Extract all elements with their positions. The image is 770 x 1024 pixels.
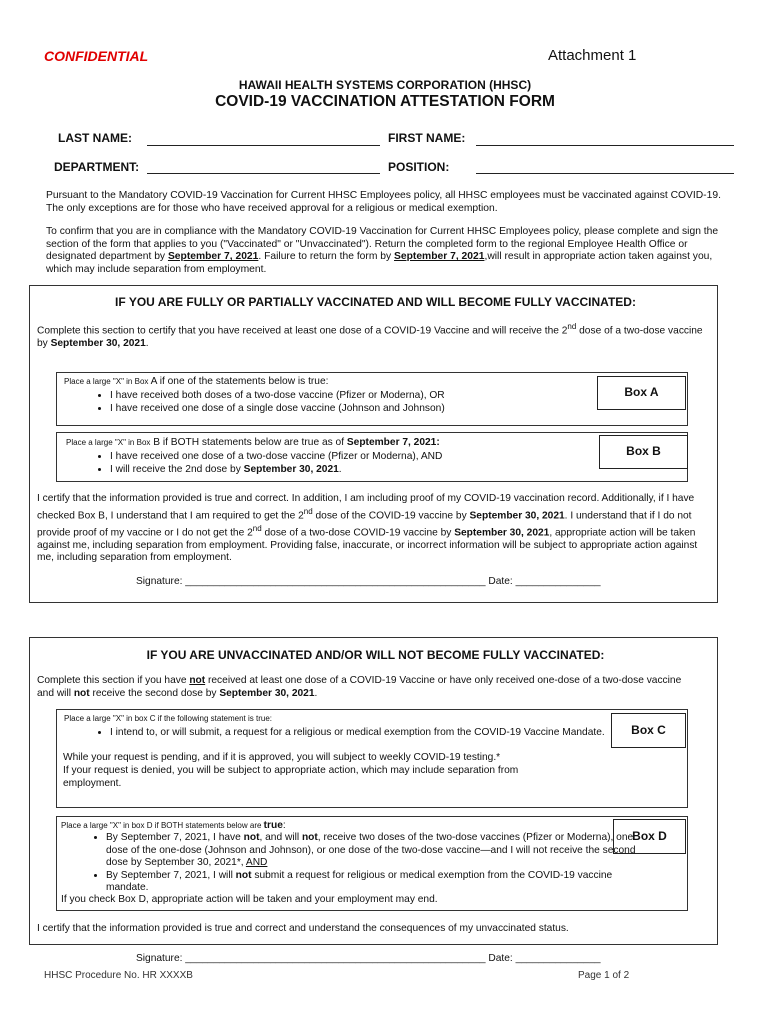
box-c-note-1: While your request is pending, and if it is approved, you will subject to weekly COVID-19 testing.* (63, 752, 501, 763)
position-label: POSITION: (388, 160, 450, 174)
box-c-checkbox[interactable]: Box C (611, 713, 686, 748)
list-text: , receive two doses of the two-dose vaccines (Pfizer or Moderna), one dose of the one-dose (Johnson and Johnson), or one dose of the two-dose vaccine—and I will not receive the second dose by September 30, 2021*, (106, 832, 636, 869)
section-text: Complete this section if you have (37, 675, 190, 686)
box-a-checkbox[interactable]: Box A (597, 376, 686, 410)
emphasis-text: not (243, 832, 260, 843)
box-b-checkbox[interactable]: Box B (599, 435, 688, 469)
unvaccinated-heading: IF YOU ARE UNVACCINATED AND/OR WILL NOT BECOME FULLY VACCINATED: (146, 648, 605, 662)
box-b-instructions (66, 437, 586, 450)
page-title: COVID-19 VACCINATION ATTESTATION FORM (215, 93, 555, 110)
list-text: submit a request for religious or medical exemption from the COVID-19 vaccine mandate. (106, 869, 613, 894)
list-item: • I have received one dose of a single dose vaccine (Johnson and Johnson) (110, 403, 630, 416)
instruction-text: B if BOTH statements below are true as of (150, 437, 347, 448)
deadline-date: September 30, 2021 (469, 509, 565, 521)
instruction-text: A if one of the statements below is true: (148, 376, 329, 387)
position-field[interactable] (476, 173, 734, 174)
deadline-date: September 30, 2021 (454, 526, 550, 538)
list-item: • I intend to, or will submit, a request for a religious or medical exemption from the COVID-19 Vaccine Mandate. (110, 727, 630, 740)
attachment-label: Attachment 1 (548, 47, 637, 64)
box-a-instructions (64, 376, 584, 389)
footer-procedure-number: HHSC Procedure No. HR XXXXB (44, 970, 193, 981)
intro-text: . Failure to return the form by (258, 251, 395, 263)
emphasis-text: not (189, 675, 206, 686)
section-text: dose of a two-dose vaccine by (37, 325, 703, 349)
section-text: receive the second dose by (89, 687, 220, 699)
superscript: nd (303, 506, 313, 516)
box-b-list (62, 451, 630, 476)
deadline-date: September 7, 2021 (394, 251, 485, 263)
list-text: . (338, 463, 342, 475)
list-item (106, 870, 646, 895)
deadline-date: September 30, 2021 (219, 687, 315, 699)
vaccinated-signature-line[interactable]: Signature: _____________________________________________________ Date: _______________ (136, 576, 601, 587)
box-d-instructions (61, 820, 581, 833)
box-d-checkbox[interactable]: Box D (613, 819, 686, 854)
cert-text: dose of a two-dose COVID-19 vaccine by (261, 526, 455, 538)
unvaccinated-certification: I certify that the information provided is true and correct and understand the consequences of my unvaccinated status. (37, 923, 569, 934)
superscript: nd (567, 322, 577, 331)
first-name-field[interactable] (476, 145, 734, 146)
unvaccinated-signature-line[interactable]: Signature: _____________________________________________________ Date: _______________ (136, 953, 601, 964)
cert-text: I certify that the information provided is true and correct. In addition, I am including proof of my COVID-19 vaccination record. Additionally, if I have checked Box B, I understand that I am required to get the 2 (37, 493, 695, 521)
cert-text: , appropriate action will be taken against me, including separation from employment. Providing false, inaccurate, or incorrect information will be subject to appropriate action against me, including separation from employment. (37, 526, 698, 564)
instruction-prefix: Place a large "X" in Box (66, 438, 151, 447)
cert-text: dose of the COVID-19 vaccine by (312, 509, 470, 521)
section-text: . (314, 687, 318, 699)
superscript: nd (252, 523, 262, 533)
deadline-date: September 7, 2021 (167, 251, 259, 263)
last-name-label: LAST NAME: (58, 131, 132, 145)
organization-name: HAWAII HEALTH SYSTEMS CORPORATION (HHSC) (238, 78, 532, 92)
emphasis-text: not (73, 687, 90, 699)
section-text: Complete this section to certify that you have received at least one dose of a COVID-19 Vaccine and will receive the 2 (37, 325, 568, 337)
box-c-list (62, 727, 630, 740)
unvaccinated-intro (37, 675, 697, 700)
vaccinated-certification (37, 493, 705, 565)
department-label: DEPARTMENT: (54, 160, 140, 174)
emphasis-text: not (301, 832, 318, 843)
box-a-list (62, 390, 630, 415)
emphasis-text: AND (245, 857, 268, 869)
list-text: By September 7, 2021, I will (106, 869, 236, 881)
last-name-field[interactable] (147, 145, 380, 146)
instruction-text: : (282, 820, 286, 831)
list-text: I will receive the 2nd dose by (110, 463, 244, 475)
deadline-date: September 7, 2021: (346, 437, 440, 448)
intro-paragraph-1: Pursuant to the Mandatory COVID-19 Vaccination for Current HHSC Employees policy, all HHSC employees must be vaccinated against COVID-19. The only exceptions are for those who have received approval for a religious or medical exemption. (46, 190, 721, 214)
box-d-list (58, 832, 646, 895)
box-c-note-2: If your request is denied, you will be subject to appropriate action, which may include separation from employment. (63, 765, 519, 789)
instruction-prefix: Place a large "X" in Box (64, 377, 149, 386)
list-item: • I have received both doses of a two-dose vaccine (Pfizer or Moderna), OR (110, 390, 630, 403)
confidential-label: CONFIDENTIAL (44, 48, 149, 64)
section-text: . (145, 337, 149, 349)
list-text: By September 7, 2021, I have (106, 832, 244, 843)
emphasis-text: true (263, 820, 283, 831)
cert-text: . I understand that if I do not provide proof of my vaccine or I do not get the 2 (37, 509, 692, 538)
list-item: • I have received one dose of a two-dose vaccine (Pfizer or Moderna), AND (110, 451, 630, 464)
section-text: received at least one dose of a COVID-19 Vaccine or have only received one-dose of a two-dose vaccine and will (37, 675, 682, 699)
vaccinated-intro (37, 321, 707, 351)
deadline-date: September 30, 2021 (50, 337, 146, 349)
intro-paragraph-2 (46, 226, 736, 276)
intro-text: ,will result in appropriate action taken against you, which may include separation from employment. (46, 251, 713, 275)
list-item (110, 464, 630, 477)
intro-text: To confirm that you are in compliance with the Mandatory COVID-19 Vaccination for Current HHSC Employees policy, please complete and sign the section of the form that applies to you ("Vaccinated" or "Unvaccinated"). Return the completed form to the regional Employee Health Office or designated department by (46, 226, 719, 263)
footer-page-number: Page 1 of 2 (578, 970, 630, 981)
vaccinated-heading: IF YOU ARE FULLY OR PARTIALLY VACCINATED AND WILL BECOME FULLY VACCINATED: (115, 295, 636, 309)
instruction-prefix: Place a large "X" in box D if BOTH statements below are (61, 821, 264, 830)
list-item (106, 832, 646, 870)
deadline-date: September 30, 2021 (243, 463, 339, 475)
box-d-note: If you check Box D, appropriate action will be taken and your employment may end. (61, 894, 438, 905)
department-field[interactable] (147, 173, 380, 174)
list-text: , and will (259, 832, 302, 843)
first-name-label: FIRST NAME: (388, 131, 466, 145)
emphasis-text: not (235, 869, 252, 881)
box-c-instructions: Place a large "X" in box C if the following statement is true: (64, 714, 273, 723)
